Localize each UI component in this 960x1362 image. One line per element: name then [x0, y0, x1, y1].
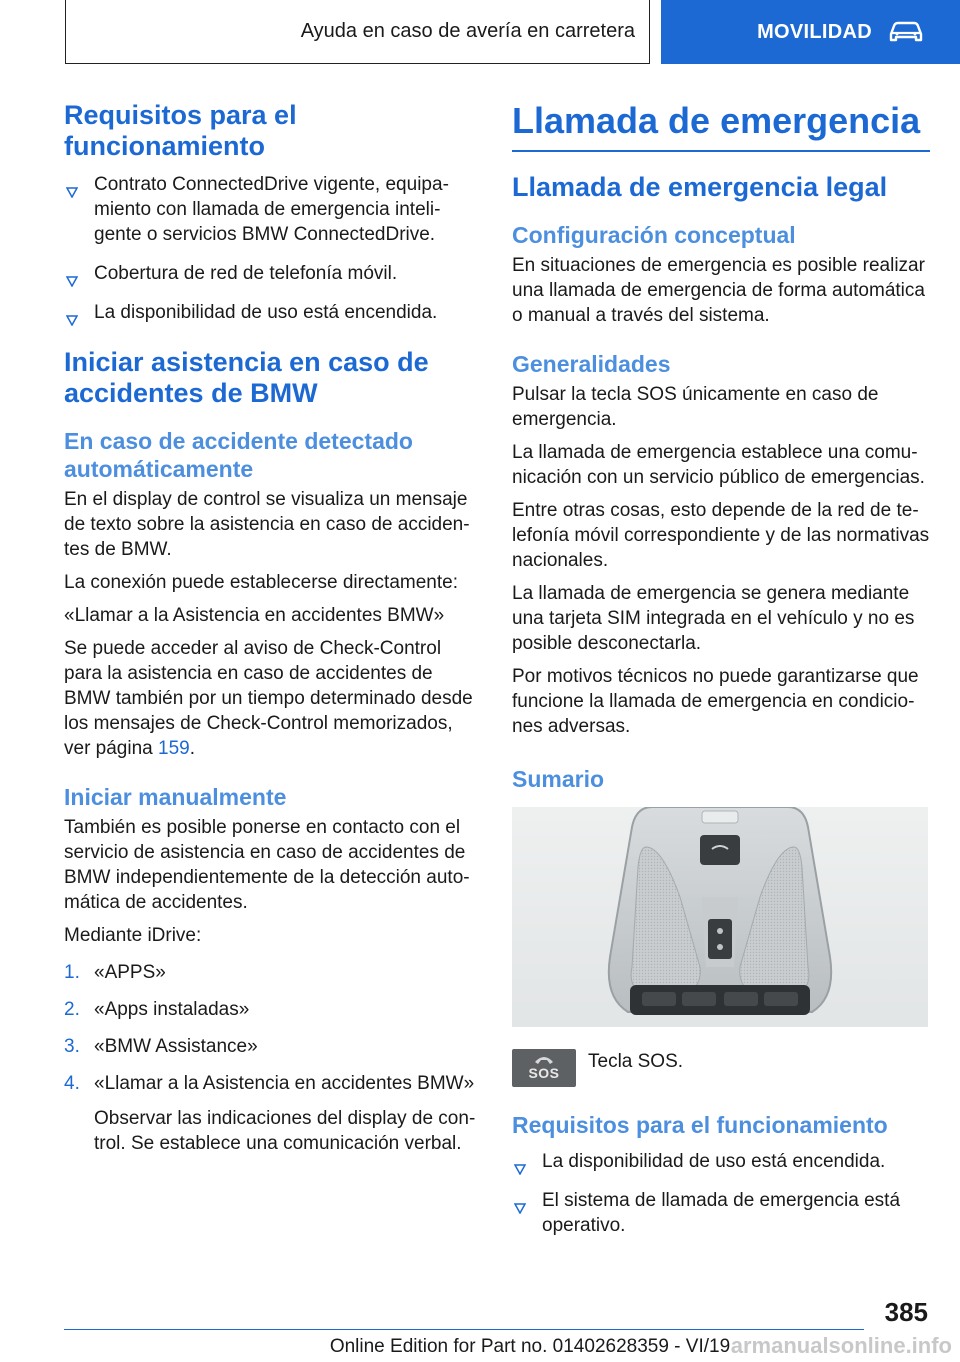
auto-paragraph-1: En el display de control se visualiza un mensaje de texto sobre la asistencia en caso de accidentes de BMW. — [64, 489, 470, 560]
list-item: 2. «Apps instaladas» — [64, 999, 250, 1020]
watermark: armanualsonline.info — [730, 1333, 952, 1358]
triangle-bullet-icon — [514, 1196, 526, 1221]
triangle-bullet-icon — [66, 308, 78, 333]
manual-paragraph-2: Mediante iDrive: — [64, 925, 202, 946]
list-item: 3. «BMW Assistance» — [64, 1036, 258, 1057]
list-item: 4. «Llamar a la Asistencia en accidentes BMW» Observar las indicaciones del display de control. Se establece una comunicación verbal. — [64, 1071, 478, 1156]
list-item: 1. «APPS» — [64, 962, 166, 983]
auto-paragraph-3: «Llamar a la Asistencia en accidentes BMW» — [64, 605, 445, 626]
heading-requirements: Requisitos para el funcionamiento — [64, 100, 297, 161]
general-paragraph-3: Entre otras cosas, esto depende de la red de telefonía móvil correspondiente y de las normativas nacionales. — [512, 500, 930, 571]
sos-key-icon: SOS — [512, 1049, 576, 1087]
right-column — [512, 100, 930, 1252]
heading-start-assist: Iniciar asistencia en caso de accidentes de BMW — [64, 347, 429, 408]
list-item: La disponibilidad de uso está encendida. — [512, 1149, 930, 1174]
list-item: El sistema de llamada de emergencia está operativo. — [512, 1188, 930, 1238]
list-item: Contrato ConnectedDrive vigente, equipamiento con llamada de emergencia inteligente o servicios BMW ConnectedDrive. — [64, 172, 478, 247]
header-section-title: Ayuda en caso de avería en carretera — [300, 20, 635, 42]
heading-general: Generalidades — [512, 351, 671, 377]
sos-key-legend — [512, 1049, 930, 1087]
overhead-console-illustration — [512, 807, 928, 1027]
overhead-console-image — [512, 807, 928, 1027]
phone-handset-icon — [533, 1053, 555, 1065]
general-paragraph-4: La llamada de emergencia se genera mediante una tarjeta SIM integrada en el vehículo y no es posible desconectarla. — [512, 583, 915, 654]
step-note: Observar las indicaciones del display de control. Se establece una comunicación verbal. — [94, 1108, 476, 1154]
sos-key-label: Tecla SOS. — [588, 1051, 684, 1072]
manual-paragraph-1: También es posible ponerse en contacto con el servicio de asistencia en caso de accidentes de BMW independientemente de la detección automática de accidentes. — [64, 817, 470, 913]
header-chapter-label: MOVILIDAD — [757, 20, 872, 43]
header-section-title-box — [65, 0, 650, 64]
heading-emergency-call: Llamada de emergencia — [512, 100, 921, 141]
concept-paragraph: En situaciones de emergencia es posible realizar una llamada de emergencia de forma automática o manual a través del sistema. — [512, 255, 925, 326]
general-paragraph-2: La llamada de emergencia establece una comunicación con un servicio público de emergencias. — [512, 442, 925, 488]
heading-requirements-right: Requisitos para el funcionamiento — [512, 1112, 888, 1138]
footer-divider — [64, 1329, 864, 1330]
general-paragraph-5: Por motivos técnicos no puede garantizarse que funcione la llamada de emergencia en condiciones adversas. — [512, 666, 919, 737]
heading-emergency-wrapper — [512, 100, 930, 152]
heading-concept: Configuración conceptual — [512, 222, 796, 248]
triangle-bullet-icon — [66, 180, 78, 205]
requirements-list — [64, 172, 478, 325]
general-paragraph-1: Pulsar la tecla SOS únicamente en caso de emergencia. — [512, 384, 879, 430]
left-column — [64, 100, 478, 1168]
requirements-list-right — [512, 1149, 930, 1238]
heading-manual: Iniciar manualmente — [64, 784, 287, 810]
list-item: La disponibilidad de uso está encendida. — [64, 300, 478, 325]
car-icon — [888, 21, 924, 43]
page-link[interactable]: 159 — [158, 738, 190, 759]
header-chapter-tab — [661, 0, 960, 64]
triangle-bullet-icon — [66, 269, 78, 294]
heading-summary: Sumario — [512, 766, 605, 792]
auto-paragraph-2: La conexión puede establecerse directamente: — [64, 572, 458, 593]
footer-edition: Online Edition for Part no. 01402628359 - VI/19 — [329, 1336, 731, 1357]
heading-legal-call: Llamada de emergencia legal — [512, 172, 888, 202]
idrive-steps — [64, 960, 478, 1156]
triangle-bullet-icon — [514, 1157, 526, 1182]
page-number: 385 — [884, 1297, 928, 1327]
heading-auto-detected: En caso de accidente detectado automáticamente — [64, 428, 413, 482]
auto-paragraph-4: Se puede acceder al aviso de Check-Control para la asistencia en caso de accidentes de BMW también por un tiempo determinado desde los mensajes de Check-Control memorizados, ver página 159. — [64, 638, 473, 759]
list-item: Cobertura de red de telefonía móvil. — [64, 261, 478, 286]
